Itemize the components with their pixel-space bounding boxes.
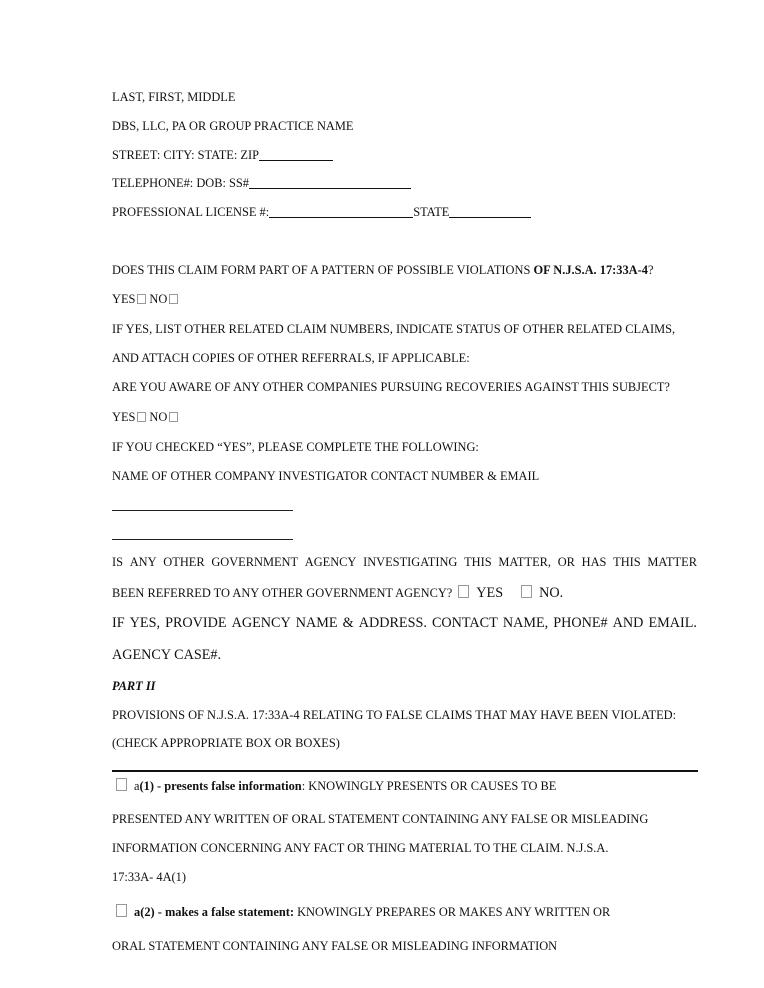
signature-line-2[interactable] bbox=[112, 539, 293, 540]
pattern-no-checkbox[interactable] bbox=[169, 294, 178, 304]
a1-line-4: 17:33A- 4A(1) bbox=[112, 870, 186, 884]
government-question-word: ANY bbox=[129, 555, 157, 569]
government-provide-word: IF bbox=[112, 615, 125, 631]
a2-heading bbox=[112, 904, 610, 918]
pattern-yes-checkbox[interactable] bbox=[137, 294, 146, 304]
government-question-word: HAS bbox=[581, 555, 607, 569]
government-provide-word: ADDRESS. bbox=[358, 615, 427, 631]
a1-line-2: PRESENTED ANY WRITTEN OF ORAL STATEMENT CONTAINING ANY FALSE OR MISLEADING bbox=[112, 812, 649, 826]
government-question-word: INVESTIGATING bbox=[363, 555, 458, 569]
pattern-instruction-2: AND ATTACH COPIES OF OTHER REFERRALS, IF APPLICABLE: bbox=[112, 351, 470, 365]
government-question-word: IS bbox=[112, 555, 124, 569]
government-question-word: OR bbox=[557, 555, 575, 569]
pattern-yes-no bbox=[112, 293, 181, 305]
government-question-word: OTHER bbox=[163, 555, 205, 569]
a1-checkbox[interactable] bbox=[116, 778, 127, 791]
pattern-question-text: DOES THIS CLAIM FORM PART OF A PATTERN OF POSSIBLE VIOLATIONS bbox=[112, 263, 534, 277]
government-provide-word: PROVIDE bbox=[165, 615, 227, 631]
government-question-word: THIS bbox=[613, 555, 641, 569]
address-field[interactable] bbox=[259, 149, 333, 161]
other-companies-yes-no bbox=[112, 411, 181, 423]
address-label: STREET: CITY: STATE: ZIP bbox=[112, 148, 259, 162]
government-question-line-2 bbox=[112, 585, 563, 600]
part2-title bbox=[112, 680, 156, 692]
government-provide-word: EMAIL. bbox=[648, 615, 697, 631]
government-yes-checkbox[interactable] bbox=[458, 585, 469, 598]
address-row bbox=[112, 149, 333, 161]
other-companies-yes-checkbox[interactable] bbox=[137, 412, 146, 422]
other-companies-no-label: NO bbox=[149, 410, 168, 424]
business-label: DBS, LLC, PA OR GROUP PRACTICE NAME bbox=[112, 119, 354, 133]
government-provide-word: PHONE# bbox=[553, 615, 608, 631]
other-companies-yes-label: YES bbox=[112, 410, 136, 424]
government-question-word: MATTER, bbox=[498, 555, 552, 569]
pattern-question bbox=[112, 264, 653, 276]
government-question-line-1 bbox=[112, 556, 697, 568]
government-question-word: GOVERNMENT bbox=[211, 555, 299, 569]
government-provide-line bbox=[112, 616, 697, 630]
a1-prefix: a bbox=[134, 779, 140, 793]
government-provide-word: YES, bbox=[129, 615, 161, 631]
a1-heading bbox=[112, 778, 556, 792]
a1-title: (1) - presents false information bbox=[139, 779, 302, 793]
a1-description: : KNOWINGLY PRESENTS OR CAUSES TO BE bbox=[301, 779, 557, 793]
government-no-label: NO. bbox=[539, 585, 564, 601]
name-label: LAST, FIRST, MIDDLE bbox=[112, 90, 236, 104]
other-companies-question: ARE YOU AWARE OF ANY OTHER COMPANIES PURSUING RECOVERIES AGAINST THIS SUBJECT? bbox=[112, 380, 670, 394]
government-question-word: MATTER bbox=[647, 555, 697, 569]
license-state-label: STATE bbox=[413, 205, 450, 219]
government-provide-word: NAME, bbox=[502, 615, 549, 631]
government-provide-word: AGENCY bbox=[231, 615, 291, 631]
pattern-instruction-1: IF YES, LIST OTHER RELATED CLAIM NUMBERS, INDICATE STATUS OF OTHER RELATED CLAIMS, bbox=[112, 322, 676, 336]
part2-provisions: PROVISIONS OF N.J.S.A. 17:33A-4 RELATING TO FALSE CLAIMS THAT MAY HAVE BEEN VIOLATED: bbox=[112, 708, 677, 722]
license-label: PROFESSIONAL LICENSE #: bbox=[112, 205, 270, 219]
license-row bbox=[112, 206, 531, 218]
government-no-checkbox[interactable] bbox=[521, 585, 532, 598]
pattern-question-statute: OF N.J.S.A. 17:33A-4 bbox=[533, 263, 648, 277]
agency-case-label: AGENCY CASE#. bbox=[112, 647, 222, 663]
a2-line-2: ORAL STATEMENT CONTAINING ANY FALSE OR MISLEADING INFORMATION bbox=[112, 939, 558, 953]
government-provide-word: CONTACT bbox=[431, 615, 498, 631]
a2-description: KNOWINGLY PREPARES OR MAKES ANY WRITTEN OR bbox=[294, 905, 611, 919]
other-companies-no-checkbox[interactable] bbox=[169, 412, 178, 422]
government-provide-word: & bbox=[342, 615, 354, 631]
phone-row bbox=[112, 177, 411, 189]
government-question-word: THIS bbox=[464, 555, 492, 569]
government-provide-word: NAME bbox=[295, 615, 338, 631]
part2-check-instruction: (CHECK APPROPRIATE BOX OR BOXES) bbox=[112, 736, 340, 750]
a2-checkbox[interactable] bbox=[116, 904, 127, 917]
license-state-field[interactable] bbox=[449, 206, 531, 218]
other-companies-fields-label: NAME OF OTHER COMPANY INVESTIGATOR CONTACT NUMBER & EMAIL bbox=[112, 469, 540, 483]
government-provide-word: AND bbox=[612, 615, 644, 631]
phone-field[interactable] bbox=[249, 177, 411, 189]
government-question-word: AGENCY bbox=[304, 555, 357, 569]
license-field[interactable] bbox=[269, 206, 413, 218]
phone-label: TELEPHONE#: DOB: SS# bbox=[112, 176, 249, 190]
other-companies-followup: IF YOU CHECKED “YES”, PLEASE COMPLETE THE FOLLOWING: bbox=[112, 440, 479, 454]
a1-line-3: INFORMATION CONCERNING ANY FACT OR THING MATERIAL TO THE CLAIM. N.J.S.A. bbox=[112, 841, 609, 855]
pattern-yes-label: YES bbox=[112, 292, 136, 306]
government-yes-label: YES bbox=[476, 585, 504, 601]
government-question-text: BEEN REFERRED TO ANY OTHER GOVERNMENT AGENCY? bbox=[112, 586, 453, 600]
part2-title-text: PART II bbox=[112, 679, 156, 693]
a2-title: a(2) - makes a false statement: bbox=[134, 905, 295, 919]
pattern-question-mark: ? bbox=[647, 263, 654, 277]
pattern-no-label: NO bbox=[149, 292, 168, 306]
signature-line-1[interactable] bbox=[112, 510, 293, 511]
section-divider bbox=[112, 770, 698, 772]
